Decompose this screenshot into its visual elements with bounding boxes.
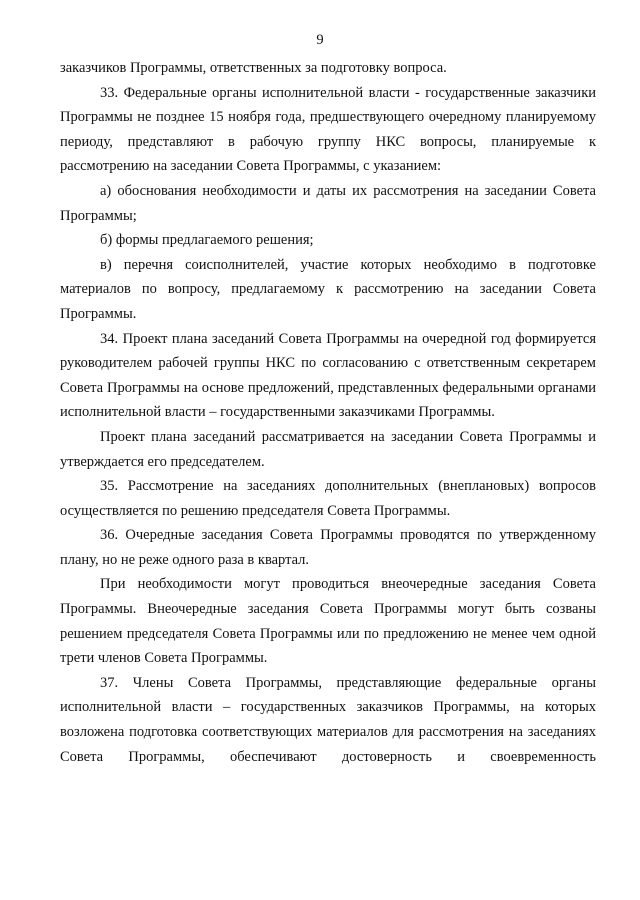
paragraph-subitem-b: б) формы предлагаемого решения;	[100, 232, 314, 249]
paragraph-plan-approval: Проект плана заседаний рассматривается на заседании Совета Программы и утверждается его председателем.	[60, 428, 596, 470]
paragraph-item-36: 36. Очередные заседания Совета Программы проводятся по утвержденному плану, но не реже одного раза в квартал.	[60, 527, 596, 568]
page-number: 9	[316, 32, 324, 48]
paragraph-item-33: 33. Федеральные органы исполнительной власти - государственные заказчики Программы не позднее 15 ноября года, предшествующего очередному планируемому периоду, представляют в рабочую группу НКС вопросы, планируемые к рассмотрению на заседании Совета Программы, с указанием:	[60, 84, 596, 175]
paragraph-subitem-v: в) перечня соисполнителей, участие которых необходимо в подготовке материалов по вопросу, предлагаемому к рассмотрению на заседании Совета Программы.	[60, 256, 596, 322]
paragraph-continuation: заказчиков Программы, ответственных за подготовку вопроса.	[60, 60, 447, 76]
paragraph-item-34: 34. Проект плана заседаний Совета Программы на очередной год формируется руководителем рабочей группы НКС по согласованию с ответственным секретарем Совета Программы на основе предложений, представленных федеральными органами исполнительной власти – государственными заказчиками Программы.	[60, 330, 596, 421]
paragraph-extraordinary-meetings: При необходимости могут проводиться внеочередные заседания Совета Программы. Внеочередные заседания Совета Программы могут быть созваны решением председателя Совета Программы или по предложению не менее чем одной трети членов Совета Программы.	[60, 576, 596, 667]
paragraph-item-35: 35. Рассмотрение на заседаниях дополнительных (внеплановых) вопросов осуществляется по решению председателя Совета Программы.	[60, 478, 596, 519]
document-body	[60, 56, 596, 769]
paragraph-subitem-a: а) обоснования необходимости и даты их рассмотрения на заседании Совета Программы;	[60, 182, 596, 224]
paragraph-item-37: 37. Члены Совета Программы, представляющие федеральные органы исполнительной власти – государственных заказчиков Программы, на которых возложена подготовка соответствующих материалов для рассмотрения на заседаниях Совета Программы, обеспечивают достоверность и своевременность	[60, 674, 596, 765]
